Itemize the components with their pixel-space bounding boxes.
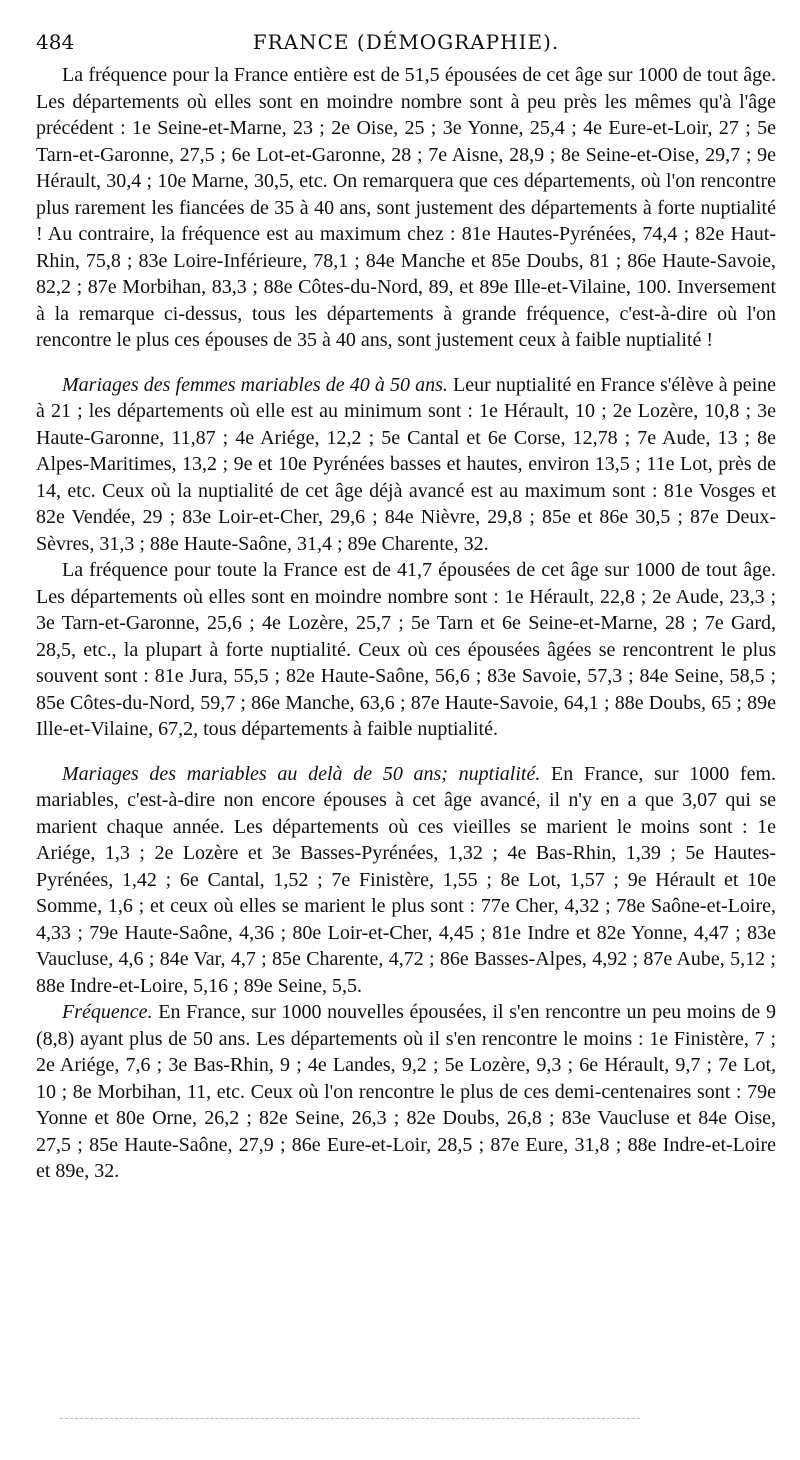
paragraph-lead: Mariages des mariables au delà de 50 ans; nuptialité. (62, 762, 541, 785)
paragraph (36, 557, 776, 743)
paragraph-text: En France, sur 1000 nouvelles épousées, il s'en rencontre un peu moins de 9 (8,8) ayant plus de 50 ans. Les départements où il s'en rencontre le moins : 1e Finistère, 7 ; 2e Ariége, 7,6 ; 3e Bas-Rhin, 9 ; 4e Landes, 9,2 ; 5e Lozère, 9,3 ; 6e Hérault, 9,7 ; 7e Lot, 10 ; 8e Morbihan, 11, etc. Ceux où l'on rencontre le plus de ces demi-centenaires sont : 79e Yonne et 80e Orne, 26,2 ; 82e Seine, 26,3 ; 82e Doubs, 26,8 ; 83e Vaucluse et 84e Oise, 27,5 ; 85e Haute-Saône, 27,9 ; 86e Eure-et-Loir, 28,5 ; 87e Eure, 31,8 ; 88e Indre-et-Loire et 89e, 32. (36, 1001, 776, 1182)
paragraph-text: Leur nuptialité en France s'élève à peine à 21 ; les départements où elle est au minimum sont : 1e Hérault, 10 ; 2e Lozère, 10,8 ; 3e Haute-Garonne, 11,87 ; 4e Ariége, 12,2 ; 5e Cantal et 6e Corse, 12,78 ; 7e Aude, 13 ; 8e Alpes-Maritimes, 13,2 ; 9e et 10e Pyrénées basses et hautes, environ 13,5 ; 11e Lot, près de 14, etc. Ceux où la nuptialité de cet âge déjà avancé est au maximum sont : 81e Vosges et 82e Vendée, 29 ; 83e Loir-et-Cher, 29,6 ; 84e Nièvre, 29,8 ; 85e et 86e 30,5 ; 87e Deux-Sèvres, 31,3 ; 88e Haute-Saône, 31,4 ; 89e Charente, 32. (36, 373, 777, 555)
page-header (36, 22, 776, 62)
page-number: 484 (36, 30, 75, 54)
paragraph-text: La fréquence pour toute la France est de 41,7 épousées de cet âge sur 1000 de tout âge. Les départements où elles sont en moindre nombre sont : 1e Hérault, 22,8 ; 2e Aude, 23,3 ; 3e Tarn-et-Garonne, 25,6 ; 4e Lozère, 25,7 ; 5e Tarn et 6e Seine-et-Marne, 28 ; 7e Gard, 28,5, etc., la plupart à forte nuptialité. Ceux où ces épousées âgées se rencontrent le plus souvent sont : 81e Jura, 55,5 ; 82e Haute-Saône, 56,6 ; 83e Savoie, 57,3 ; 84e Seine, 58,5 ; 85e Côtes-du-Nord, 59,7 ; 86e Manche, 63,6 ; 87e Haute-Savoie, 64,1 ; 88e Doubs, 65 ; 89e Ille-et-Vilaine, 67,2, tous départements à faible nuptialité. (36, 559, 776, 740)
running-title: FRANCE (DÉMOGRAPHIE). (252, 30, 560, 54)
paragraph (36, 372, 776, 558)
body-text (36, 62, 776, 1185)
paragraph-text: En France, sur 1000 fem. mariables, c'est-à-dire non encore épouses à cet âge avancé, il n'y en a que 3,07 qui se marient chaque année. Les départements où ces vieilles se marient le moins sont : 1e Ariége, 1,3 ; 2e Lozère et 3e Basses-Pyrénées, 1,32 ; 4e Bas-Rhin, 1,39 ; 5e Hautes-Pyrénées, 1,42 ; 6e Cantal, 1,52 ; 7e Finistère, 1,55 ; 8e Lot, 1,57 ; 9e Hérault et 10e Somme, 1,6 ; et ceux où elles se marient le plus sont : 77e Cher, 4,32 ; 78e Saône-et-Loire, 4,33 ; 79e Haute-Saône, 4,36 ; 80e Loir-et-Cher, 4,45 ; 81e Indre et 82e Yonne, 4,47 ; 83e Vaucluse, 4,6 ; 84e Var, 4,7 ; 85e Charente, 4,72 ; 86e Basses-Alpes, 4,92 ; 87e Aube, 5,12 ; 88e Indre-et-Loire, 5,16 ; 89e Seine, 5,5. (36, 762, 777, 997)
paragraph-lead: Mariages des femmes mariables de 40 à 50 ans. (62, 373, 448, 396)
paragraph (36, 761, 776, 1000)
paragraph (36, 999, 776, 1185)
paragraph-text: La fréquence pour la France entière est de 51,5 épousées de cet âge sur 1000 de tout âge. Les départements où elles sont en moindre nombre sont à peu près les mêmes qu'à l'âge précédent : 1e Seine-et-Marne, 23 ; 2e Oise, 25 ; 3e Yonne, 25,4 ; 4e Eure-et-Loir, 27 ; 5e Tarn-et-Garonne, 27,5 ; 6e Lot-et-Garonne, 28 ; 7e Aisne, 28,9 ; 8e Seine-et-Oise, 29,7 ; 9e Hérault, 30,4 ; 10e Marne, 30,5, etc. On remarquera que ces départements, où l'on rencontre plus rarement les fiancées de 35 à 40 ans, sont justement des départements à forte nuptialité ! Au contraire, la fréquence est au maximum chez : 81e Hautes-Pyrénées, 74,4 ; 82e Haut-Rhin, 75,8 ; 83e Loire-Inférieure, 78,1 ; 84e Manche et 85e Doubs, 81 ; 86e Haute-Savoie, 82,2 ; 87e Morbihan, 83,3 ; 88e Côtes-du-Nord, 89, et 89e Ille-et-Vilaine, 100. Inversement à la remarque ci-dessus, tous les départements à grande fréquence, c'est-à-dire où l'on rencontre le plus ces épouses de 35 à 40 ans, sont justement ceux à faible nuptialité ! (36, 64, 776, 351)
paragraph-lead: Fréquence. (62, 1001, 153, 1023)
footer-rule (60, 1418, 640, 1419)
paragraph (36, 62, 776, 354)
